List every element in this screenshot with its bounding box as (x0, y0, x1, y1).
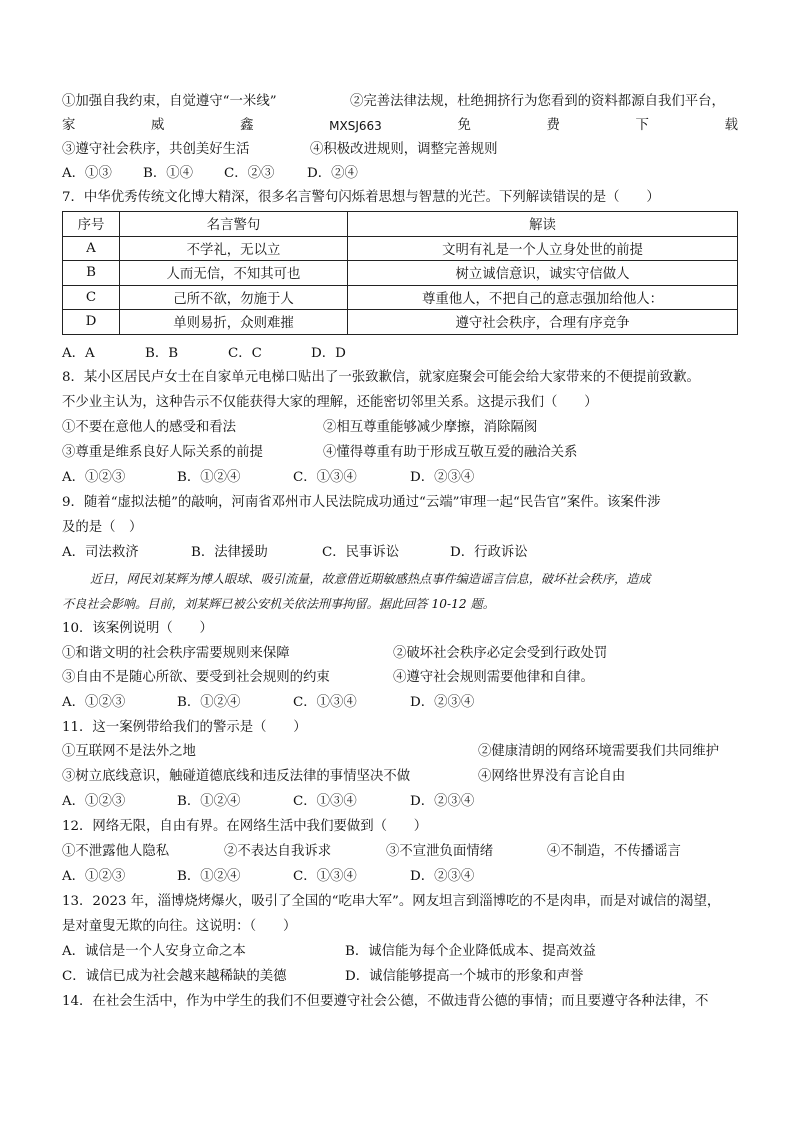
q8-option-c: C．①③④ (293, 470, 357, 485)
watermark-code: MXSJ663 (329, 119, 382, 133)
q10-option-a: A．①②③ (62, 695, 126, 710)
q11-statement-3: ③树立底线意识，触碰道德底线和违反法律的事情坚决不做 (62, 769, 411, 784)
q8-option-d: D．②③④ (410, 470, 475, 485)
header-index: 序号 (63, 212, 120, 237)
q12-statement-3: ③不宣泄负面情绪 (386, 844, 494, 859)
header-interpretation: 解读 (348, 212, 738, 237)
q8-statement-3: ③尊重是维系良好人际关系的前提 (62, 445, 263, 460)
cell-index: A (63, 236, 120, 261)
table-row (63, 310, 738, 335)
q7-option-b: B．B (145, 346, 179, 361)
cell-interpretation: 文明有礼是一个人立身处世的前提 (348, 236, 738, 261)
q9-option-c: C．民事诉讼 (322, 545, 400, 560)
q12-option-c: C．①③④ (293, 869, 357, 884)
q11-statement-4: ④网络世界没有言论自由 (478, 769, 626, 784)
question-12: 12．网络无限，自由有界。在网络生活中我们要做到（ ） (62, 819, 428, 834)
option-3: ③遵守社会秩序，共创美好生活 (62, 142, 250, 157)
cell-interpretation: 树立诚信意识，诚实守信做人 (348, 261, 738, 286)
q12-statement-1: ①不泄露他人隐私 (62, 844, 170, 859)
q10-statement-2: ②破坏社会秩序必定会受到行政处罚 (393, 646, 608, 661)
q9-option-a: A．司法救济 (62, 545, 139, 560)
watermark-char: 鑫 (240, 118, 254, 133)
question-9-line2: 及的是（ ） (62, 520, 143, 535)
q7-option-c: C．C (228, 346, 262, 361)
q11-option-d: D．②③④ (410, 794, 475, 809)
question-8-line2: 不少业主认为，这种告示不仅能获得大家的理解，还能密切邻里关系。这提示我们（ ） (62, 395, 598, 410)
q7-option-d: D．D (311, 346, 346, 361)
table-row (63, 285, 738, 310)
q8-statement-2: ②相互尊重能够减少摩擦，消除隔阂 (323, 420, 538, 435)
q13-option-b: B．诚信能为每个企业降低成本、提高效益 (345, 944, 596, 959)
header-quote: 名言警句 (120, 212, 348, 237)
table-row (63, 261, 738, 286)
q7-option-a: A．A (62, 346, 95, 361)
table-row (63, 236, 738, 261)
option-4: ④积极改进规则，调整完善规则 (310, 142, 498, 157)
q10-statement-1: ①和谐文明的社会秩序需要规则来保障 (62, 646, 290, 661)
q13-option-a: A．诚信是一个人安身立命之本 (62, 944, 246, 959)
q6-option-c: C．②③ (224, 166, 275, 181)
material-line1: 近日，网民刘某辉为博人眼球、吸引流量，故意借近期敏感热点事件编造谣言信息，破坏社会秩序，造成 (90, 572, 651, 586)
option-1: ①加强自我约束，自觉遵守“一米线” (62, 94, 277, 109)
cell-index: D (63, 310, 120, 335)
q8-option-a: A．①②③ (62, 470, 126, 485)
q6-option-a: A．①③ (62, 166, 112, 181)
q10-option-d: D．②③④ (410, 695, 475, 710)
q11-statement-1: ①互联网不是法外之地 (62, 744, 196, 759)
watermark-char: 下 (635, 118, 649, 133)
q11-statement-2: ②健康清朗的网络环境需要我们共同维护 (478, 744, 720, 759)
q10-statement-3: ③自由不是随心所欲、要受到社会规则的约束 (62, 670, 330, 685)
cell-index: B (63, 261, 120, 286)
q10-option-b: B．①②④ (177, 695, 241, 710)
question-13-line2: 是对童叟无欺的向往。这说明：（ ） (62, 919, 297, 934)
q11-option-b: B．①②④ (177, 794, 241, 809)
q6-option-d: D．②④ (307, 166, 358, 181)
quote-table (62, 211, 738, 335)
q11-option-c: C．①③④ (293, 794, 357, 809)
question-7: 7．中华优秀传统文化博大精深，很多名言警句闪烁着思想与智慧的光芒。下列解读错误的是（ ） (62, 190, 660, 205)
question-10: 10．该案例说明（ ） (62, 621, 213, 636)
q8-statement-1: ①不要在意他人的感受和看法 (62, 420, 237, 435)
q13-option-d: D．诚信能够提高一个城市的形象和声誉 (345, 969, 584, 984)
q8-option-b: B．①②④ (177, 470, 241, 485)
q12-statement-2: ②不表达自我诉求 (224, 844, 332, 859)
cell-interpretation: 遵守社会秩序，合理有序竞争 (348, 310, 738, 335)
cell-index: C (63, 285, 120, 310)
question-8-line1: 8．某小区居民卢女士在自家单元电梯口贴出了一张致歉信，就家庭聚会可能会给大家带来的不便提前致歉。 (62, 370, 700, 385)
q9-option-b: B．法律援助 (191, 545, 268, 560)
q12-option-d: D．②③④ (410, 869, 475, 884)
option-2: ②完善法律法规，杜绝拥挤行为您看到的资料都源自我们平台， (350, 94, 725, 109)
question-9-line1: 9．随着“虚拟法槌”的敲响，河南省邓州市人民法院成功通过“云端”审理一起“民告官”案件。该案件涉 (62, 495, 661, 510)
q11-option-a: A．①②③ (62, 794, 126, 809)
q9-option-d: D．行政诉讼 (450, 545, 528, 560)
cell-quote: 单则易折，众则难摧 (120, 310, 348, 335)
watermark-char: 费 (546, 118, 560, 133)
q10-statement-4: ④遵守社会规则需要他律和自律。 (393, 670, 594, 685)
q12-option-a: A．①②③ (62, 869, 126, 884)
q8-statement-4: ④懂得尊重有助于形成互敬互爱的融洽关系 (323, 445, 578, 460)
cell-quote: 人而无信，不知其可也 (120, 261, 348, 286)
q10-option-c: C．①③④ (293, 695, 357, 710)
q13-option-c: C．诚信已成为社会越来越稀缺的美德 (62, 969, 287, 984)
q12-option-b: B．①②④ (177, 869, 241, 884)
q12-statement-4: ④不制造，不传播谣言 (547, 844, 681, 859)
watermark-char: 载 (724, 118, 738, 133)
question-13-line1: 13．2023 年，淄博烧烤爆火，吸引了全国的“吃串大军”。网友坦言到淄博吃的不是肉串，而是对诚信的渴望， (62, 894, 721, 909)
q6-option-b: B．①④ (143, 166, 194, 181)
cell-interpretation: 尊重他人，不把自己的意志强加给他人： (348, 285, 738, 310)
table-header-row (63, 212, 738, 237)
question-11: 11．这一案例带给我们的警示是（ ） (62, 720, 307, 735)
question-14: 14．在社会生活中，作为中学生的我们不但要遵守社会公德，不做违背公德的事情；而且要遵守各种法律，不 (62, 994, 709, 1009)
watermark-char: 威 (151, 118, 165, 133)
watermark-char: 家 (62, 118, 76, 133)
watermark-line (62, 117, 738, 135)
cell-quote: 己所不欲，勿施于人 (120, 285, 348, 310)
material-line2: 不良社会影响。目前，刘某辉已被公安机关依法刑事拘留。据此回答 10-12 题。 (62, 597, 495, 611)
cell-quote: 不学礼，无以立 (120, 236, 348, 261)
watermark-char: 免 (457, 118, 471, 133)
